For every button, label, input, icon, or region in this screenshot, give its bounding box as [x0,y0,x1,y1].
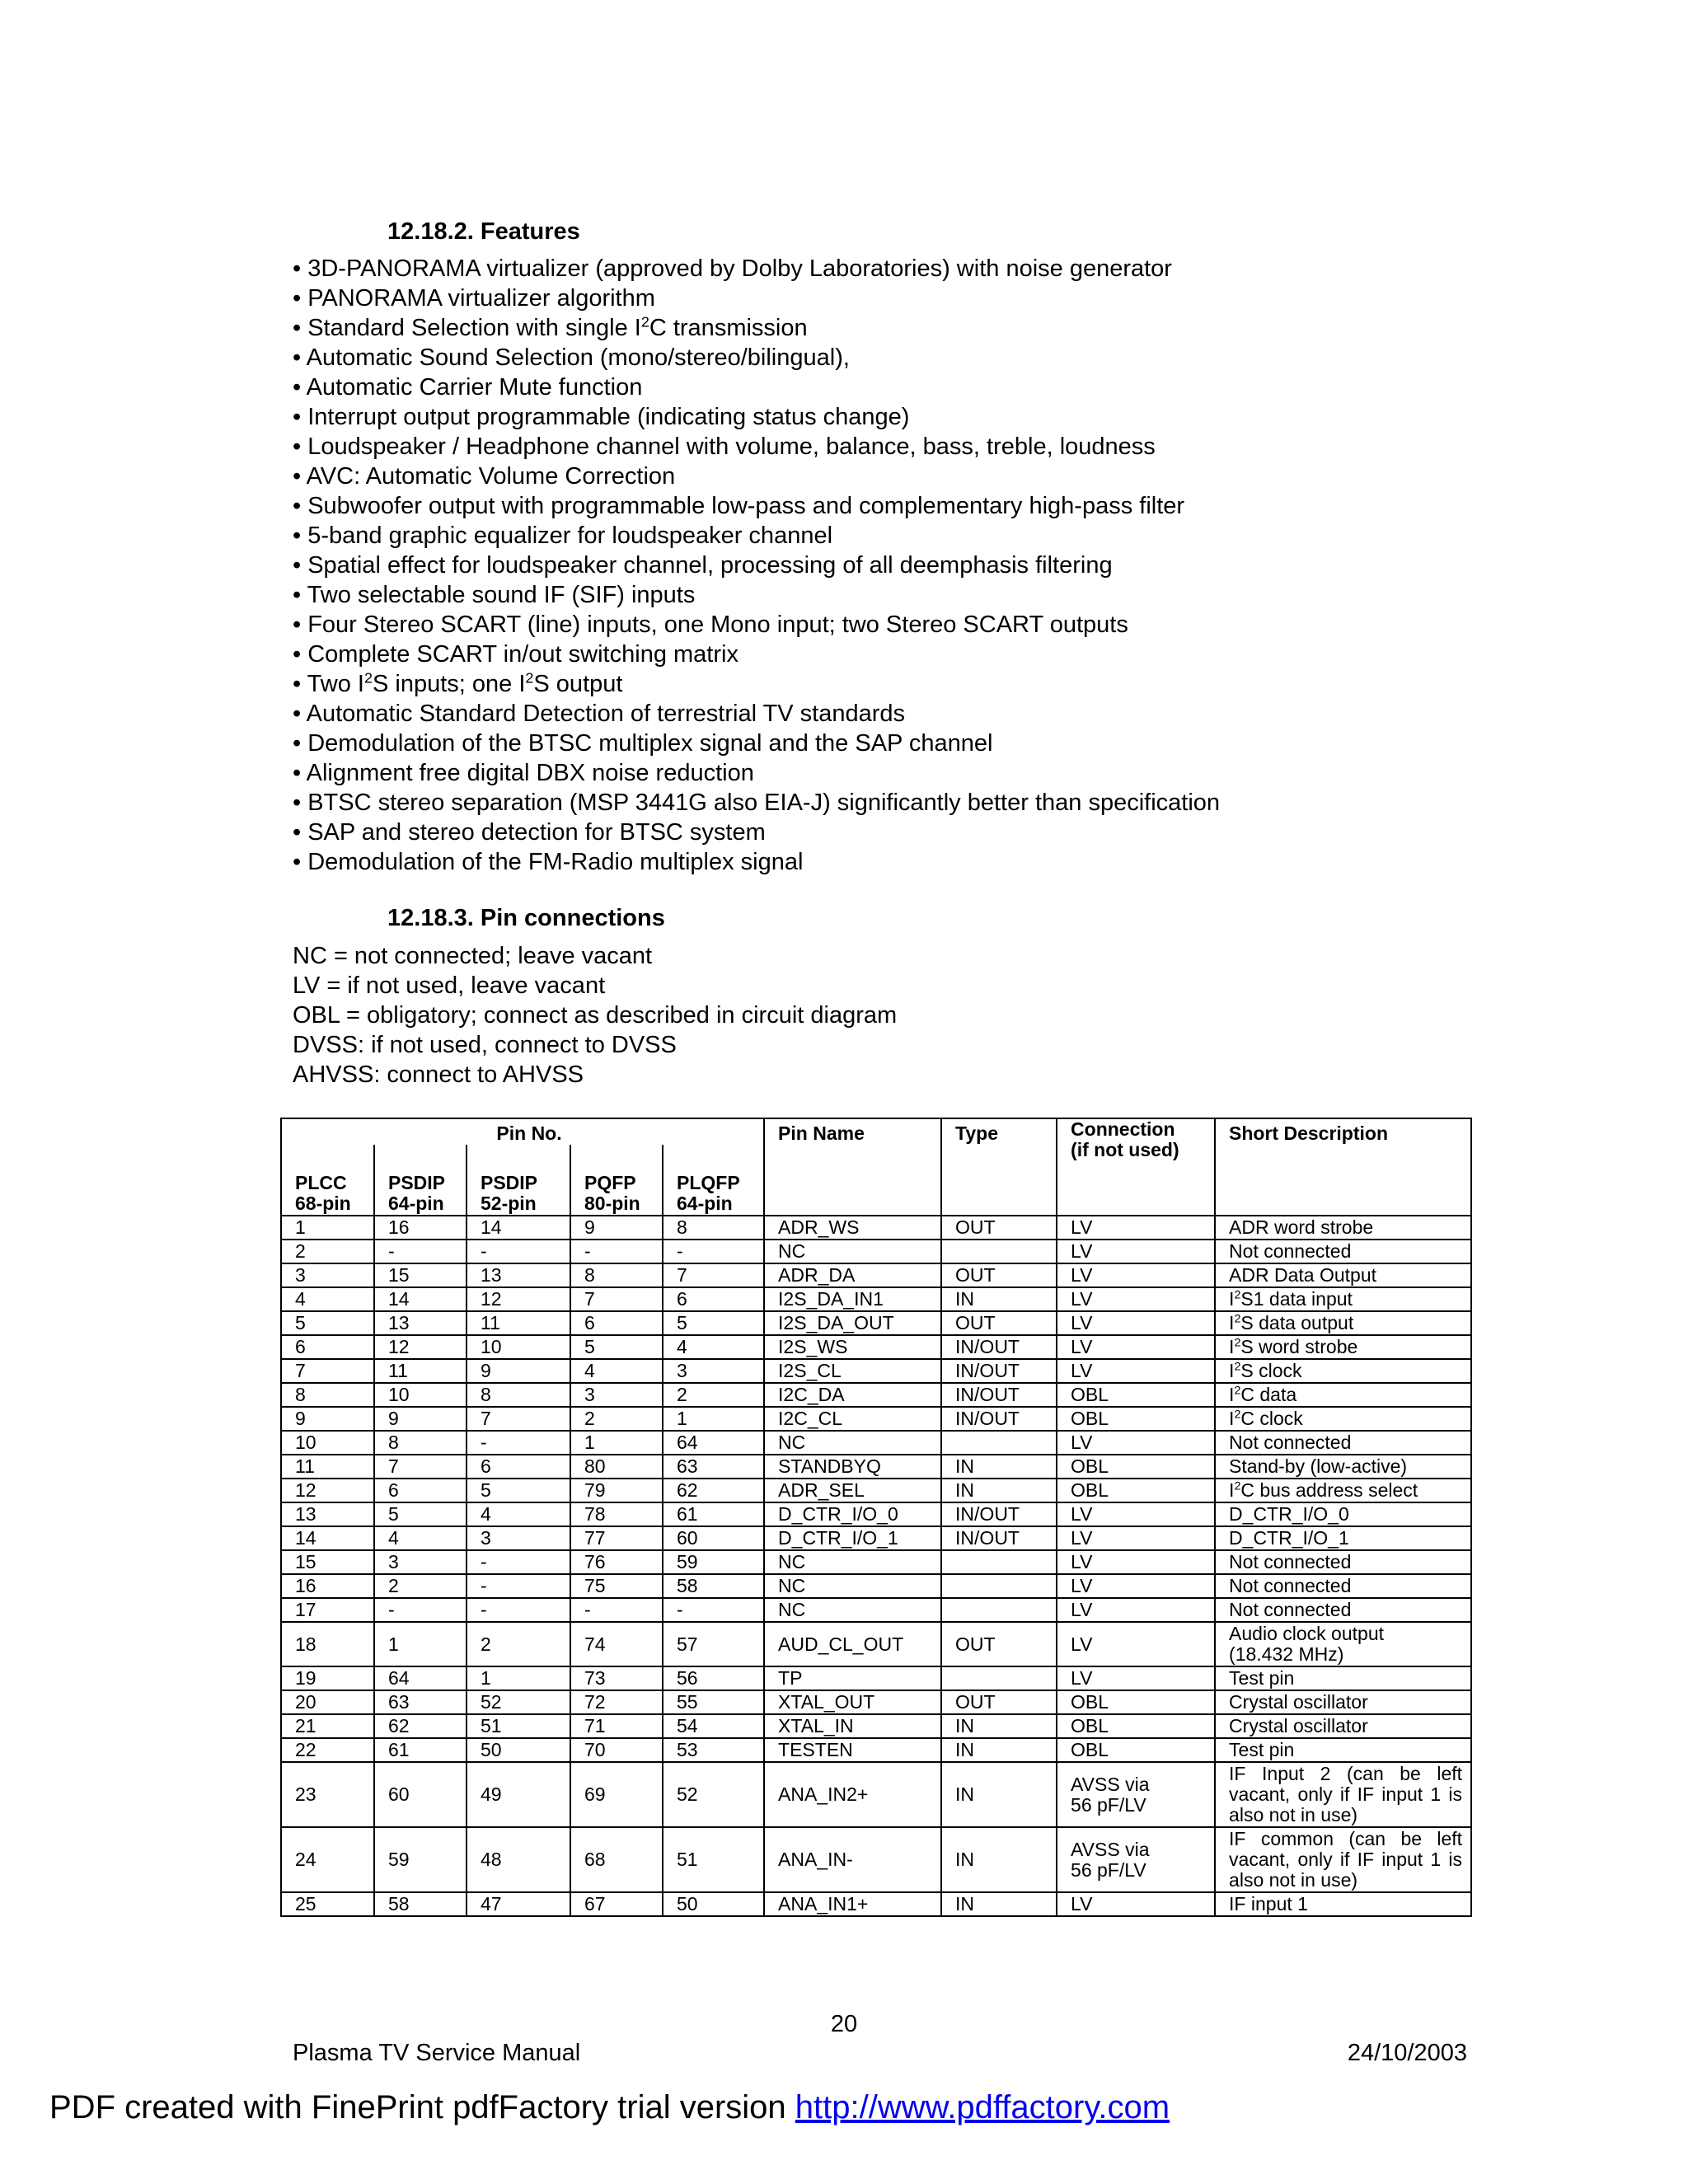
cell-description: Audio clock output (18.432 MHz) [1215,1622,1471,1666]
pin-connections-heading: 12.18.3. Pin connections [387,905,665,931]
cell-plcc: 20 [281,1690,374,1714]
feature-item: • Two $I^2S$ inputs; one $I^2S$ output [293,669,623,697]
feature-item: • BTSC stereo separation (MSP 3441G also EIA-J) significantly better than specification [293,790,1221,816]
cell-psdip64: 59 [374,1827,467,1892]
cell-plqfp: - [663,1240,764,1263]
pin-legend [293,941,897,1090]
cell-pin-name: ADR_WS [764,1216,941,1240]
cell-plcc: 11 [281,1455,374,1479]
cell-pqfp: 77 [570,1526,663,1550]
cell-connection: LV [1057,1502,1215,1526]
table-row [281,1431,1471,1455]
cell-type: IN/OUT [941,1335,1057,1359]
cell-description: ADR word strobe [1215,1216,1471,1240]
cell-psdip52: - [467,1574,570,1598]
cell-type: OUT [941,1263,1057,1287]
cell-connection: LV [1057,1216,1215,1240]
cell-pqfp: 2 [570,1407,663,1431]
cell-pqfp: 6 [570,1311,663,1335]
cell-connection: AVSS via 56 pF/LV [1057,1827,1215,1892]
cell-psdip64: 10 [374,1383,467,1407]
cell-pqfp: - [570,1240,663,1263]
cell-psdip52: - [467,1240,570,1263]
cell-psdip52: 50 [467,1738,570,1762]
cell-pqfp: 79 [570,1479,663,1502]
cell-type [941,1666,1057,1690]
cell-plcc: 23 [281,1762,374,1827]
cell-pqfp: 70 [570,1738,663,1762]
cell-pin-name: ADR_DA [764,1263,941,1287]
legend-line: AHVSS: connect to AHVSS [293,1062,584,1088]
table-row [281,1892,1471,1916]
table-row [281,1714,1471,1738]
table-row [281,1574,1471,1598]
cell-psdip64: - [374,1240,467,1263]
cell-pqfp: 68 [570,1827,663,1892]
cell-psdip64: 62 [374,1714,467,1738]
cell-connection: LV [1057,1598,1215,1622]
feature-item: • Spatial effect for loudspeaker channel, processing of all deemphasis filtering [293,552,1113,579]
feature-item: • Standard Selection with single $I^2C$ transmission [293,313,808,341]
cell-plqfp: 5 [663,1311,764,1335]
cell-connection: LV [1057,1666,1215,1690]
cell-description: $I^2S$ data output [1215,1311,1471,1335]
cell-type: IN [941,1738,1057,1762]
feature-item: • Demodulation of the FM-Radio multiplex signal [293,849,804,875]
cell-type: IN/OUT [941,1383,1057,1407]
cell-description: Not connected [1215,1431,1471,1455]
header-plqfp: PLQFP 64-pin [663,1145,764,1216]
legend-line: OBL = obligatory; connect as described in circuit diagram [293,1002,898,1029]
cell-plqfp: 53 [663,1738,764,1762]
table-row [281,1455,1471,1479]
table-row [281,1502,1471,1526]
cell-pin-name: STANDBYQ [764,1455,941,1479]
cell-pin-name: NC [764,1550,941,1574]
cell-connection: LV [1057,1311,1215,1335]
cell-type: OUT [941,1311,1057,1335]
cell-plcc: 7 [281,1359,374,1383]
header-connection: Connection (if not used) [1057,1118,1215,1216]
cell-psdip64: 1 [374,1622,467,1666]
cell-connection: LV [1057,1263,1215,1287]
table-row [281,1479,1471,1502]
feature-item: • Four Stereo SCART (line) inputs, one Mono input; two Stereo SCART outputs [293,612,1128,638]
table-row [281,1407,1471,1431]
cell-type: OUT [941,1690,1057,1714]
cell-psdip52: 12 [467,1287,570,1311]
cell-plcc: 4 [281,1287,374,1311]
cell-plqfp: 59 [663,1550,764,1574]
cell-plqfp: - [663,1598,764,1622]
cell-pqfp: 73 [570,1666,663,1690]
cell-pin-name: ADR_SEL [764,1479,941,1502]
cell-psdip52: 4 [467,1502,570,1526]
cell-pqfp: 78 [570,1502,663,1526]
cell-pin-name: ANA_IN- [764,1827,941,1892]
table-row [281,1240,1471,1263]
manual-date: 24/10/2003 [1347,2040,1467,2066]
cell-psdip52: 7 [467,1407,570,1431]
cell-plcc: 18 [281,1622,374,1666]
cell-plqfp: 6 [663,1287,764,1311]
cell-connection: LV [1057,1359,1215,1383]
cell-plcc: 8 [281,1383,374,1407]
cell-type: OUT [941,1216,1057,1240]
cell-description: ADR Data Output [1215,1263,1471,1287]
feature-item: • 3D-PANORAMA virtualizer (approved by Dolby Laboratories) with noise generator [293,255,1172,282]
table-row [281,1690,1471,1714]
cell-description: IF Input 2 (can be left vacant, only if IF input 1 is also not in use) [1215,1762,1471,1827]
pdf-banner [49,2089,1170,2126]
table-row [281,1383,1471,1407]
legend-line: LV = if not used, leave vacant [293,972,606,999]
feature-item: • Demodulation of the BTSC multiplex signal and the SAP channel [293,730,993,757]
cell-plqfp: 1 [663,1407,764,1431]
cell-plcc: 17 [281,1598,374,1622]
cell-description: Crystal oscillator [1215,1714,1471,1738]
cell-plqfp: 58 [663,1574,764,1598]
cell-pin-name: ANA_IN2+ [764,1762,941,1827]
cell-type: IN [941,1714,1057,1738]
cell-psdip64: 14 [374,1287,467,1311]
banner-link[interactable]: http://www.pdffactory.com [795,2089,1170,2125]
cell-pin-name: D_CTR_I/O_1 [764,1526,941,1550]
cell-plcc: 15 [281,1550,374,1574]
cell-connection: AVSS via 56 pF/LV [1057,1762,1215,1827]
feature-item: • PANORAMA virtualizer algorithm [293,285,655,312]
cell-connection: OBL [1057,1455,1215,1479]
header-plcc: PLCC 68-pin [281,1145,374,1216]
cell-pin-name: I2S_DA_OUT [764,1311,941,1335]
cell-pqfp: 67 [570,1892,663,1916]
cell-type [941,1431,1057,1455]
cell-pin-name: NC [764,1598,941,1622]
cell-plcc: 19 [281,1666,374,1690]
cell-type [941,1598,1057,1622]
table-row [281,1550,1471,1574]
cell-plqfp: 64 [663,1431,764,1455]
cell-psdip64: 2 [374,1574,467,1598]
cell-plcc: 21 [281,1714,374,1738]
cell-psdip64: 8 [374,1431,467,1455]
cell-pin-name: NC [764,1240,941,1263]
header-pin-no: Pin No. [281,1118,764,1145]
cell-plqfp: 63 [663,1455,764,1479]
table-row [281,1762,1471,1827]
cell-psdip52: - [467,1550,570,1574]
cell-psdip52: 2 [467,1622,570,1666]
cell-plcc: 14 [281,1526,374,1550]
cell-connection: OBL [1057,1690,1215,1714]
cell-psdip64: 63 [374,1690,467,1714]
cell-pqfp: 4 [570,1359,663,1383]
cell-connection: OBL [1057,1479,1215,1502]
feature-item: • Subwoofer output with programmable low-pass and complementary high-pass filter [293,493,1185,519]
cell-plqfp: 54 [663,1714,764,1738]
cell-pqfp: 75 [570,1574,663,1598]
cell-psdip52: 1 [467,1666,570,1690]
cell-connection: LV [1057,1550,1215,1574]
cell-plqfp: 57 [663,1622,764,1666]
cell-pin-name: NC [764,1574,941,1598]
cell-description: D_CTR_I/O_0 [1215,1502,1471,1526]
features-list [293,254,1220,877]
cell-description: Crystal oscillator [1215,1690,1471,1714]
cell-type: IN/OUT [941,1502,1057,1526]
cell-plqfp: 50 [663,1892,764,1916]
cell-pin-name: I2S_DA_IN1 [764,1287,941,1311]
cell-psdip64: 16 [374,1216,467,1240]
cell-pqfp: 8 [570,1263,663,1287]
cell-description: Not connected [1215,1598,1471,1622]
cell-pin-name: I2S_WS [764,1335,941,1359]
header-description: Short Description [1215,1118,1471,1216]
banner-text: PDF created with FinePrint pdfFactory trial version [49,2089,795,2125]
cell-psdip52: 5 [467,1479,570,1502]
table-row [281,1666,1471,1690]
cell-connection: LV [1057,1622,1215,1666]
feature-item: • Automatic Carrier Mute function [293,374,643,401]
feature-item: • 5-band graphic equalizer for loudspeaker channel [293,523,833,549]
cell-connection: LV [1057,1240,1215,1263]
cell-plcc: 2 [281,1240,374,1263]
header-psdip64: PSDIP 64-pin [374,1145,467,1216]
header-type: Type [941,1118,1057,1216]
cell-type: OUT [941,1622,1057,1666]
cell-description: $I^2S$ word strobe [1215,1335,1471,1359]
cell-pin-name: I2C_DA [764,1383,941,1407]
cell-psdip64: 58 [374,1892,467,1916]
cell-connection: OBL [1057,1714,1215,1738]
cell-description: Test pin [1215,1666,1471,1690]
cell-plcc: 22 [281,1738,374,1762]
cell-description: $I^2C$ data [1215,1383,1471,1407]
cell-psdip64: 4 [374,1526,467,1550]
header-pin-name: Pin Name [764,1118,941,1216]
cell-type: IN [941,1827,1057,1892]
cell-connection: LV [1057,1526,1215,1550]
cell-type: IN/OUT [941,1407,1057,1431]
cell-plcc: 10 [281,1431,374,1455]
cell-type: IN [941,1892,1057,1916]
cell-connection: LV [1057,1574,1215,1598]
cell-connection: OBL [1057,1383,1215,1407]
cell-pin-name: AUD_CL_OUT [764,1622,941,1666]
cell-psdip64: 3 [374,1550,467,1574]
table-row [281,1359,1471,1383]
cell-plcc: 12 [281,1479,374,1502]
cell-description: Not connected [1215,1240,1471,1263]
cell-pqfp: 80 [570,1455,663,1479]
cell-description: Not connected [1215,1550,1471,1574]
cell-psdip64: - [374,1598,467,1622]
cell-pqfp: 5 [570,1335,663,1359]
cell-pqfp: 9 [570,1216,663,1240]
feature-item: • Two selectable sound IF (SIF) inputs [293,582,696,608]
manual-title: Plasma TV Service Manual [293,2040,581,2066]
cell-psdip64: 15 [374,1263,467,1287]
cell-plqfp: 2 [663,1383,764,1407]
cell-connection: LV [1057,1335,1215,1359]
cell-pqfp: - [570,1598,663,1622]
cell-plqfp: 51 [663,1827,764,1892]
cell-connection: OBL [1057,1407,1215,1431]
cell-plcc: 3 [281,1263,374,1287]
cell-plqfp: 62 [663,1479,764,1502]
cell-plqfp: 52 [663,1762,764,1827]
cell-plcc: 6 [281,1335,374,1359]
cell-pqfp: 1 [570,1431,663,1455]
cell-plcc: 16 [281,1574,374,1598]
table-row [281,1311,1471,1335]
cell-plqfp: 60 [663,1526,764,1550]
cell-psdip64: 7 [374,1455,467,1479]
cell-psdip52: 52 [467,1690,570,1714]
cell-psdip52: 47 [467,1892,570,1916]
cell-psdip64: 12 [374,1335,467,1359]
cell-description: IF input 1 [1215,1892,1471,1916]
table-row [281,1827,1471,1892]
cell-psdip64: 13 [374,1311,467,1335]
cell-pin-name: I2C_CL [764,1407,941,1431]
legend-line: DVSS: if not used, connect to DVSS [293,1032,677,1058]
cell-description: $I^2C$ bus address select [1215,1479,1471,1502]
cell-plcc: 25 [281,1892,374,1916]
cell-pqfp: 71 [570,1714,663,1738]
cell-pin-name: TESTEN [764,1738,941,1762]
legend-line: NC = not connected; leave vacant [293,943,653,969]
cell-psdip52: - [467,1598,570,1622]
table-row [281,1263,1471,1287]
cell-pqfp: 76 [570,1550,663,1574]
cell-description: Not connected [1215,1574,1471,1598]
header-psdip52: PSDIP 52-pin [467,1145,570,1216]
cell-type: IN [941,1455,1057,1479]
cell-psdip64: 61 [374,1738,467,1762]
cell-psdip52: 48 [467,1827,570,1892]
feature-item: • Loudspeaker / Headphone channel with volume, balance, bass, treble, loudness [293,434,1156,460]
cell-plcc: 1 [281,1216,374,1240]
cell-psdip52: 49 [467,1762,570,1827]
table-row [281,1216,1471,1240]
cell-type: IN [941,1762,1057,1827]
cell-pin-name: TP [764,1666,941,1690]
cell-type [941,1550,1057,1574]
table-row [281,1598,1471,1622]
cell-pqfp: 69 [570,1762,663,1827]
cell-plqfp: 61 [663,1502,764,1526]
feature-item: • Interrupt output programmable (indicating status change) [293,404,910,430]
feature-item: • Automatic Standard Detection of terrestrial TV standards [293,701,906,727]
page-number: 20 [830,2011,858,2037]
cell-pqfp: 7 [570,1287,663,1311]
cell-plqfp: 4 [663,1335,764,1359]
cell-description: Stand-by (low-active) [1215,1455,1471,1479]
cell-connection: LV [1057,1892,1215,1916]
features-heading: 12.18.2. Features [387,218,580,245]
feature-item: • SAP and stereo detection for BTSC system [293,819,766,846]
cell-plcc: 5 [281,1311,374,1335]
feature-item: • AVC: Automatic Volume Correction [293,463,676,490]
cell-psdip52: 11 [467,1311,570,1335]
cell-psdip52: 6 [467,1455,570,1479]
cell-pqfp: 72 [570,1690,663,1714]
cell-psdip64: 60 [374,1762,467,1827]
cell-pin-name: ANA_IN1+ [764,1892,941,1916]
cell-psdip52: - [467,1431,570,1455]
cell-type: IN/OUT [941,1359,1057,1383]
pin-table [280,1118,1472,1917]
cell-psdip52: 14 [467,1216,570,1240]
feature-item: • Automatic Sound Selection (mono/stereo/bilingual), [293,344,850,371]
cell-pin-name: XTAL_IN [764,1714,941,1738]
cell-type [941,1240,1057,1263]
cell-plqfp: 55 [663,1690,764,1714]
cell-psdip64: 11 [374,1359,467,1383]
cell-description: $I^2S$ clock [1215,1359,1471,1383]
cell-plcc: 24 [281,1827,374,1892]
table-row [281,1287,1471,1311]
cell-type [941,1574,1057,1598]
cell-plqfp: 8 [663,1216,764,1240]
cell-psdip64: 64 [374,1666,467,1690]
cell-pin-name: XTAL_OUT [764,1690,941,1714]
cell-description: D_CTR_I/O_1 [1215,1526,1471,1550]
cell-pin-name: NC [764,1431,941,1455]
cell-type: IN/OUT [941,1526,1057,1550]
cell-pin-name: I2S_CL [764,1359,941,1383]
table-row [281,1526,1471,1550]
cell-plcc: 13 [281,1502,374,1526]
cell-connection: LV [1057,1287,1215,1311]
cell-plqfp: 56 [663,1666,764,1690]
cell-psdip52: 8 [467,1383,570,1407]
cell-psdip52: 9 [467,1359,570,1383]
cell-psdip64: 6 [374,1479,467,1502]
header-pqfp: PQFP 80-pin [570,1145,663,1216]
cell-plqfp: 3 [663,1359,764,1383]
cell-psdip52: 10 [467,1335,570,1359]
cell-type: IN [941,1479,1057,1502]
cell-type: IN [941,1287,1057,1311]
cell-description: Test pin [1215,1738,1471,1762]
cell-pqfp: 74 [570,1622,663,1666]
cell-psdip52: 51 [467,1714,570,1738]
cell-description: IF common (can be left vacant, only if IF input 1 is also not in use) [1215,1827,1471,1892]
cell-connection: OBL [1057,1738,1215,1762]
cell-description: $I^2S1$ data input [1215,1287,1471,1311]
cell-psdip64: 9 [374,1407,467,1431]
cell-plcc: 9 [281,1407,374,1431]
cell-pin-name: D_CTR_I/O_0 [764,1502,941,1526]
table-row [281,1335,1471,1359]
cell-connection: LV [1057,1431,1215,1455]
cell-pqfp: 3 [570,1383,663,1407]
cell-description: $I^2C$ clock [1215,1407,1471,1431]
feature-item: • Alignment free digital DBX noise reduction [293,760,754,786]
cell-psdip52: 3 [467,1526,570,1550]
table-row [281,1738,1471,1762]
cell-psdip64: 5 [374,1502,467,1526]
cell-psdip52: 13 [467,1263,570,1287]
table-row [281,1622,1471,1666]
cell-plqfp: 7 [663,1263,764,1287]
feature-item: • Complete SCART in/out switching matrix [293,641,738,668]
